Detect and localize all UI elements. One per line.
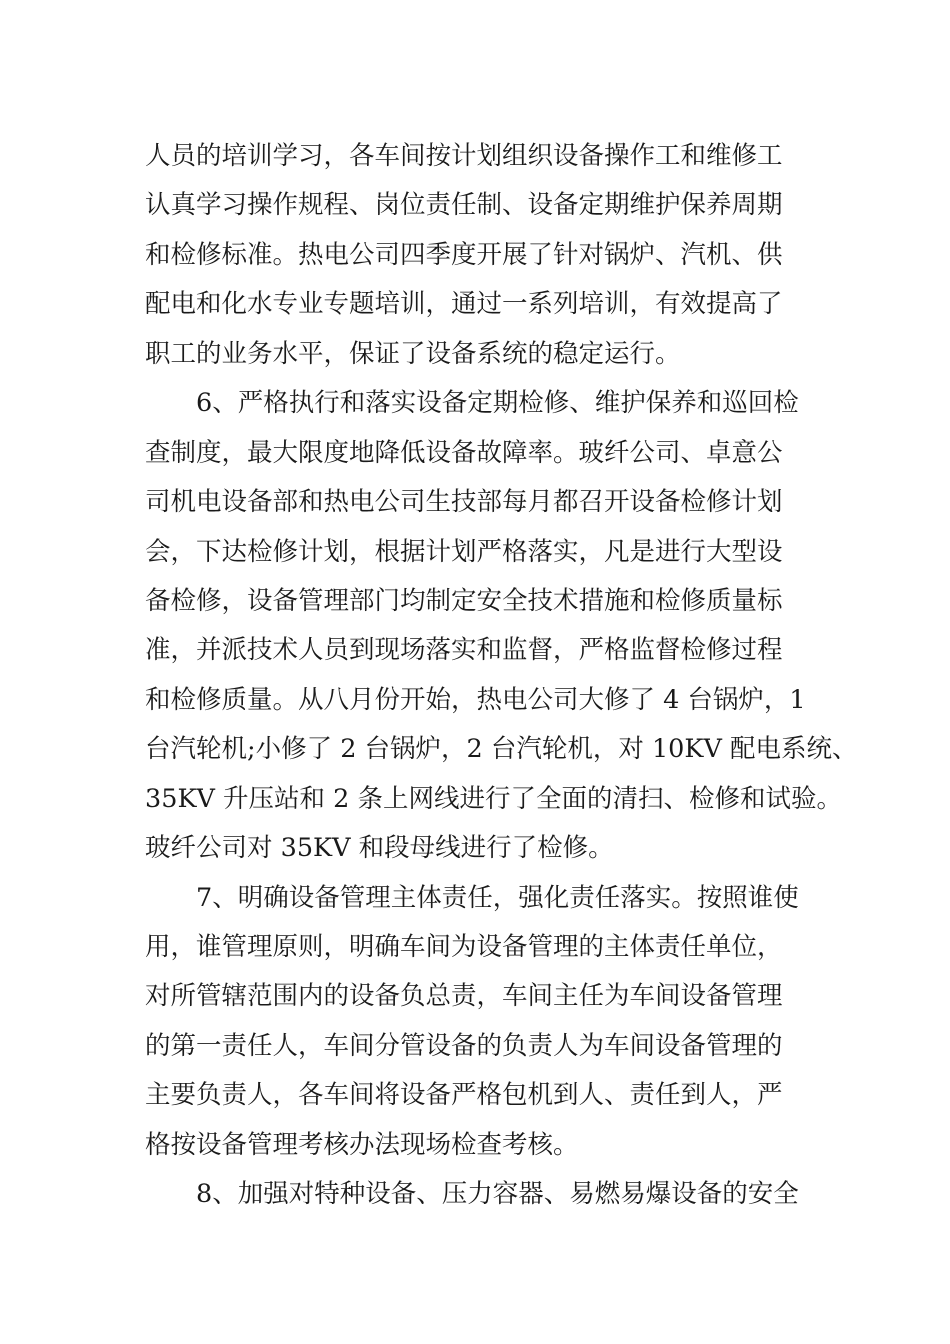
text-line: 备检修，设备管理部门均制定安全技术措施和检修质量标 bbox=[145, 585, 783, 616]
text-line: 对所管辖范围内的设备负总责，车间主任为车间设备管理 bbox=[145, 981, 783, 1012]
text-line: 司机电设备部和热电公司生技部每月都召开设备检修计划 bbox=[145, 487, 783, 518]
text-line: 职工的业务水平，保证了设备系统的稳定运行。 bbox=[145, 338, 681, 369]
text-line: 准，并派技术人员到现场落实和监督，严格监督检修过程 bbox=[145, 635, 783, 666]
text-line: 主要负责人，各车间将设备严格包机到人、责任到人，严 bbox=[145, 1080, 783, 1111]
text-line: 8、加强对特种设备、压力容器、易燃易爆设备的安全 bbox=[196, 1179, 799, 1210]
text-line: 台汽轮机;小修了 2 台锅炉，2 台汽轮机，对 10KV 配电系统、 bbox=[145, 734, 858, 765]
text-line: 认真学习操作规程、岗位责任制、设备定期维护保养周期 bbox=[145, 190, 783, 221]
text-line: 35KV 升压站和 2 条上网线进行了全面的清扫、检修和试验。 bbox=[145, 783, 842, 814]
text-line: 玻纤公司对 35KV 和段母线进行了检修。 bbox=[145, 833, 614, 864]
text-line: 用，谁管理原则，明确车间为设备管理的主体责任单位， bbox=[145, 932, 783, 962]
paragraph-training-continued bbox=[145, 132, 815, 379]
text-line: 查制度，最大限度地降低设备故障率。玻纤公司、卓意公 bbox=[145, 437, 783, 468]
text-line: 7、明确设备管理主体责任，强化责任落实。按照谁使 bbox=[196, 882, 799, 913]
text-line: 和检修质量。从八月份开始，热电公司大修了 4 台锅炉，1 bbox=[145, 684, 806, 715]
text-line: 的第一责任人，车间分管设备的负责人为车间设备管理的 bbox=[145, 1030, 783, 1061]
paragraph-item-8 bbox=[145, 1170, 815, 1219]
text-line: 格按设备管理考核办法现场检查考核。 bbox=[145, 1129, 579, 1160]
text-line: 6、严格执行和落实设备定期检修、维护保养和巡回检 bbox=[196, 388, 799, 419]
paragraph-item-6 bbox=[145, 379, 858, 873]
text-line: 和检修标准。热电公司四季度开展了针对锅炉、汽机、供 bbox=[145, 239, 783, 270]
text-line: 会，下达检修计划，根据计划严格落实，凡是进行大型设 bbox=[145, 536, 783, 567]
text-line: 配电和化水专业专题培训，通过一系列培训，有效提高了 bbox=[145, 289, 783, 320]
document-body bbox=[145, 132, 858, 1220]
text-line: 人员的培训学习，各车间按计划组织设备操作工和维修工 bbox=[145, 141, 783, 171]
paragraph-item-7 bbox=[145, 874, 815, 1171]
